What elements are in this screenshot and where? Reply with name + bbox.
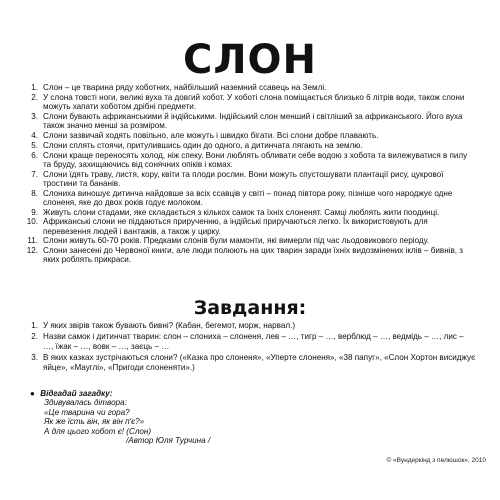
riddle-line: Як же їсть він, як він п'є?» xyxy=(44,417,145,427)
item-number: 2. xyxy=(31,332,38,342)
item-text: У слона товсті ноги, великі вуха та довгий хобот. У хоботі слона поміщається близько 6 літрів води, також слони можуть хапати хоботом дрібні предмети. xyxy=(43,92,465,111)
riddle-block xyxy=(30,389,330,445)
facts-list xyxy=(24,83,476,265)
list-item xyxy=(24,236,476,245)
item-text: Слониха виношує дитинча найдовше за всіх ссавців у світі – понад півтора року, пізніше чого народжує одне слоненя, яке до двох років годує молоком. xyxy=(43,188,453,207)
list-item xyxy=(24,131,476,140)
list-item xyxy=(24,112,476,130)
page-title: СЛОН xyxy=(182,37,318,83)
list-item xyxy=(24,83,476,92)
item-number: 2. xyxy=(31,92,38,102)
item-number: 7. xyxy=(31,169,38,179)
item-number: 1. xyxy=(31,83,38,92)
riddle-line: «Це тварина чи гора? xyxy=(44,407,130,417)
item-text: У яких звірів також бувають бивні? (Кабан, бегемот, морж, нарвал.) xyxy=(43,321,296,330)
bullet-icon: ● xyxy=(30,389,35,398)
list-item xyxy=(24,151,476,169)
item-number: 11. xyxy=(27,236,38,246)
riddle-line: А для цього хобот є! (Слон) xyxy=(44,426,152,436)
list-item xyxy=(24,141,476,150)
riddle-heading-row xyxy=(30,389,330,398)
riddle-line: Здивувалась дітвора: xyxy=(44,398,127,408)
item-text: В яких казках зустрічаються слони? («Казка про слоненя», «Уперте слоненя», «38 папуг», «Слон Хортон висиджує яйце», «Мауглі», «Пригоди слоненяти».) xyxy=(43,353,476,372)
item-number: 3. xyxy=(31,111,38,121)
list-item xyxy=(24,93,476,111)
item-text: Слони бувають африканськими й індійськими. Індійський слон менший і світліший за африканського. Його вуха також значно менші за розміром. xyxy=(43,111,463,130)
item-number: 1. xyxy=(31,321,38,330)
list-item xyxy=(24,246,476,264)
list-item xyxy=(24,321,476,330)
tasks-list xyxy=(24,321,476,374)
list-item xyxy=(24,170,476,188)
riddle-heading: Відгадай загадку: xyxy=(40,389,113,398)
item-number: 3. xyxy=(31,353,38,363)
item-text: Слони сплять стоячи, притулившись один до одного, а дитинчата лягають на землю. xyxy=(43,140,363,150)
riddle-author: /Автор Юля Турчина / xyxy=(126,436,211,446)
item-text: Слони зазвичай ходять повільно, але можуть і швидко бігати. Всі слони добре плавають. xyxy=(43,130,379,140)
list-item xyxy=(24,208,476,217)
item-number: 8. xyxy=(31,188,38,198)
list-item xyxy=(24,332,476,351)
item-number: 4. xyxy=(31,130,38,140)
item-number: 12. xyxy=(26,246,38,256)
item-text: Слони живуть 60-70 років. Предками слонів були мамонти, які вимерли під час льодовикового періоду. xyxy=(43,236,430,246)
item-number: 5. xyxy=(31,140,38,150)
list-item xyxy=(24,217,476,235)
tasks-heading: Завдання: xyxy=(193,297,307,319)
item-text: Слони занесені до Червоної книги, але люди полюють на цих тварин заради їхніх видозмінених іклів – бивнів, з яких роблять прикраси. xyxy=(43,246,464,265)
item-text: Слони краще переносять холод, ніж спеку. Вони люблять обливати себе водою з хобота та вилежуватися в пилу та бруду, захищаючись від сонячних опіків і комах. xyxy=(43,150,468,169)
item-text: Слон – це тварина ряду хоботних, найбільший наземний ссавець на Землі. xyxy=(43,83,327,92)
list-item xyxy=(24,353,476,372)
item-number: 9. xyxy=(31,207,38,217)
item-text: Назви самок і дитинчат тварин: слон – слониха – слоненя, лев – …, тигр – …, верблюд – …, ведмідь – …, лис – …, їжак – …, вовк – …, заєць – … xyxy=(43,332,464,351)
copyright-notice: © «Вундеркінд з пелюшок», 2010 xyxy=(386,457,486,464)
item-text: Слони їдять траву, листя, кору, квіти та плоди рослин. Вони можуть спустошувати плантації рису, цукрової тростини та бананів. xyxy=(43,169,444,188)
item-number: 6. xyxy=(31,150,38,160)
list-item xyxy=(24,189,476,207)
item-text: Африканські слони не піддаються прирученню, а індійські приручаються легко. Їх використовують для перевезення людей і вантажів, а також у цирку. xyxy=(43,217,428,236)
item-number: 10. xyxy=(26,217,38,227)
item-text: Живуть слони стадами, яке складається з кількох самок та їхніх слоненят. Самці люблять жити поодинці. xyxy=(43,207,440,217)
